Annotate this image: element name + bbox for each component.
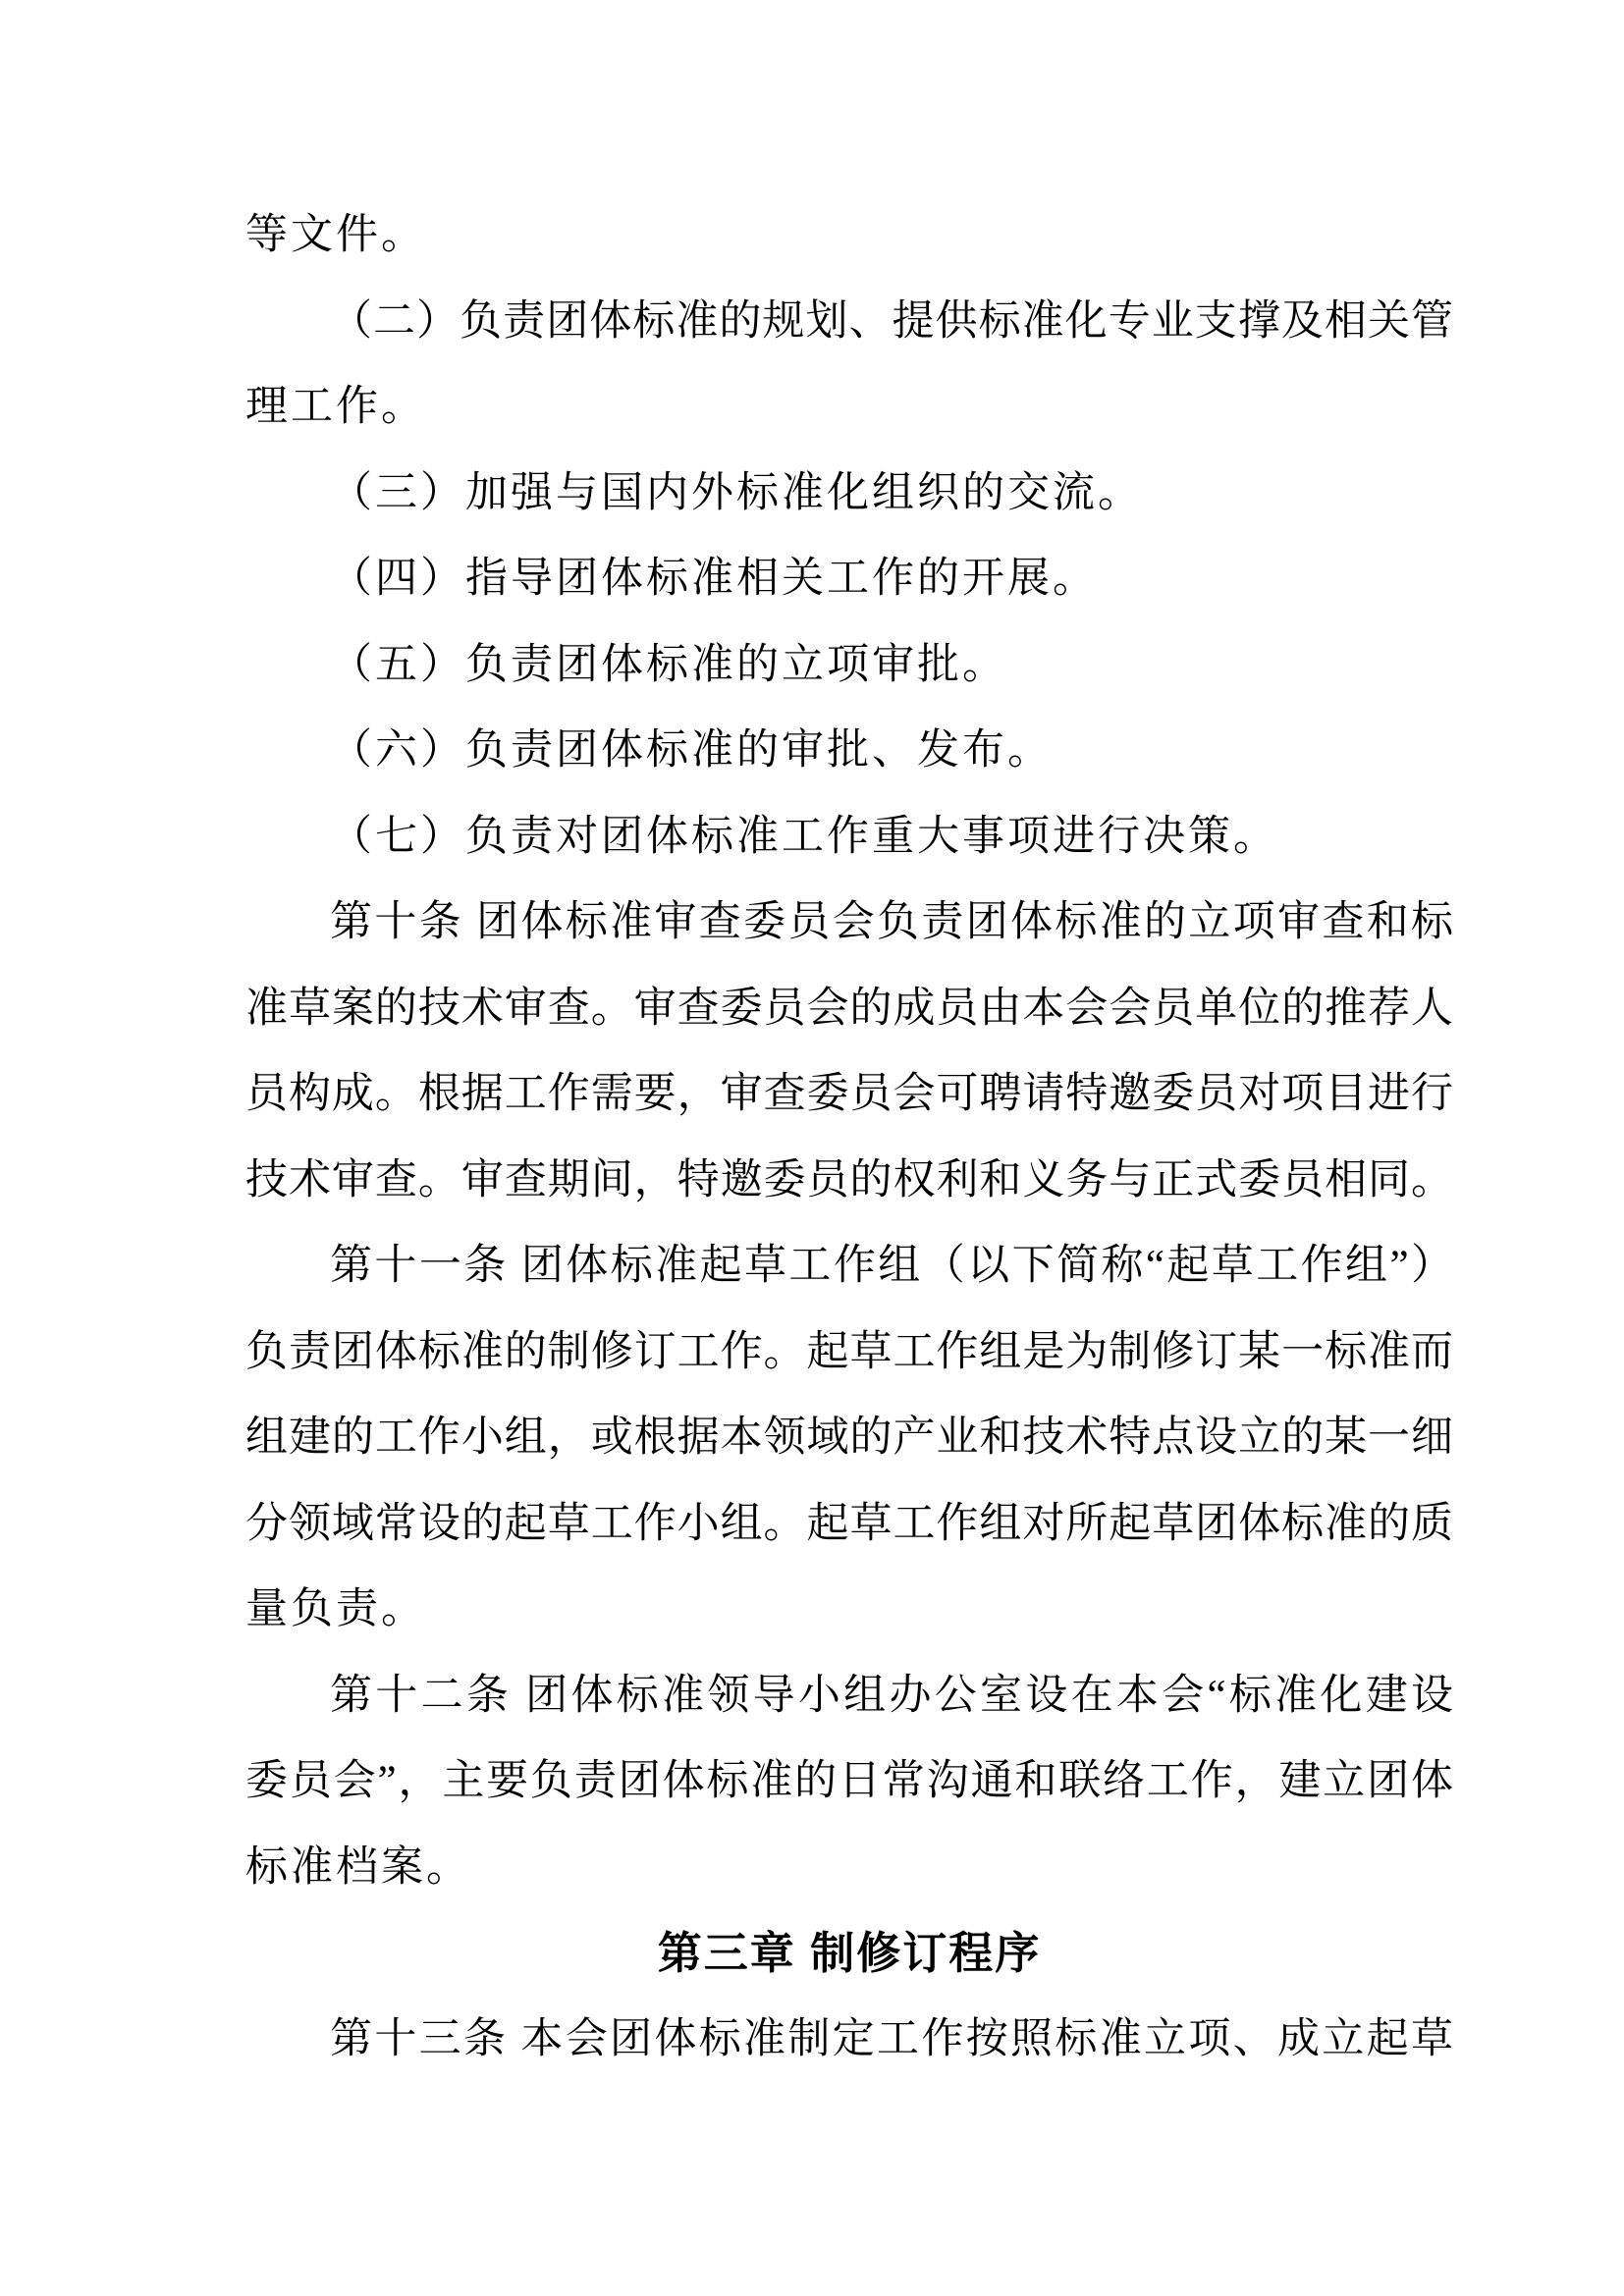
text-line: 技术审查。审查期间，特邀委员的权利和义务与正式委员相同。 xyxy=(245,1156,1453,1203)
document-body xyxy=(245,192,1453,2082)
text-line: 员构成。根据工作需要，审查委员会可聘请特邀委员对项目进行 xyxy=(245,1071,1453,1117)
text-line: （五）负责团体标准的立项审批。 xyxy=(330,641,1007,688)
text-line: 组建的工作小组，或根据本领域的产业和技术特点设立的某一细 xyxy=(245,1415,1453,1461)
text-line: 准草案的技术审查。审查委员会的成员由本会会员单位的推荐人 xyxy=(245,985,1453,1032)
text-line: 负责团体标准的制修订工作。起草工作组是为制修订某一标准而 xyxy=(245,1328,1453,1375)
text-line: 委员会”，主要负责团体标准的日常沟通和联络工作，建立团体 xyxy=(245,1758,1453,1804)
text-line: 第十三条 本会团体标准制定工作按照标准立项、成立起草 xyxy=(330,2015,1453,2062)
text-line: （六）负责团体标准的审批、发布。 xyxy=(330,727,1053,774)
text-line: 等文件。 xyxy=(245,212,426,258)
text-line: 第十条 团体标准审查委员会负责团体标准的立项审查和标 xyxy=(330,899,1453,945)
text-line: （七）负责对团体标准工作重大事项进行决策。 xyxy=(330,813,1278,860)
text-line: （二）负责团体标准的规划、提供标准化专业支撑及相关管 xyxy=(330,297,1453,345)
text-line: 分领域常设的起草工作小组。起草工作组对所起草团体标准的质 xyxy=(245,1500,1453,1547)
chapter-heading: 第三章 制修订程序 xyxy=(657,1928,1042,1978)
text-line: 第十二条 团体标准领导小组办公室设在本会“标准化建设 xyxy=(330,1672,1453,1719)
text-line: 标准档案。 xyxy=(245,1843,471,1891)
text-line: （四）指导团体标准相关工作的开展。 xyxy=(330,556,1098,602)
text-line: 第十一条 团体标准起草工作组（以下简称“起草工作组”） xyxy=(330,1243,1453,1289)
text-line: （三）加强与国内外标准化组织的交流。 xyxy=(330,469,1143,516)
text-line: 量负责。 xyxy=(245,1586,426,1632)
text-line: 理工作。 xyxy=(245,384,426,430)
